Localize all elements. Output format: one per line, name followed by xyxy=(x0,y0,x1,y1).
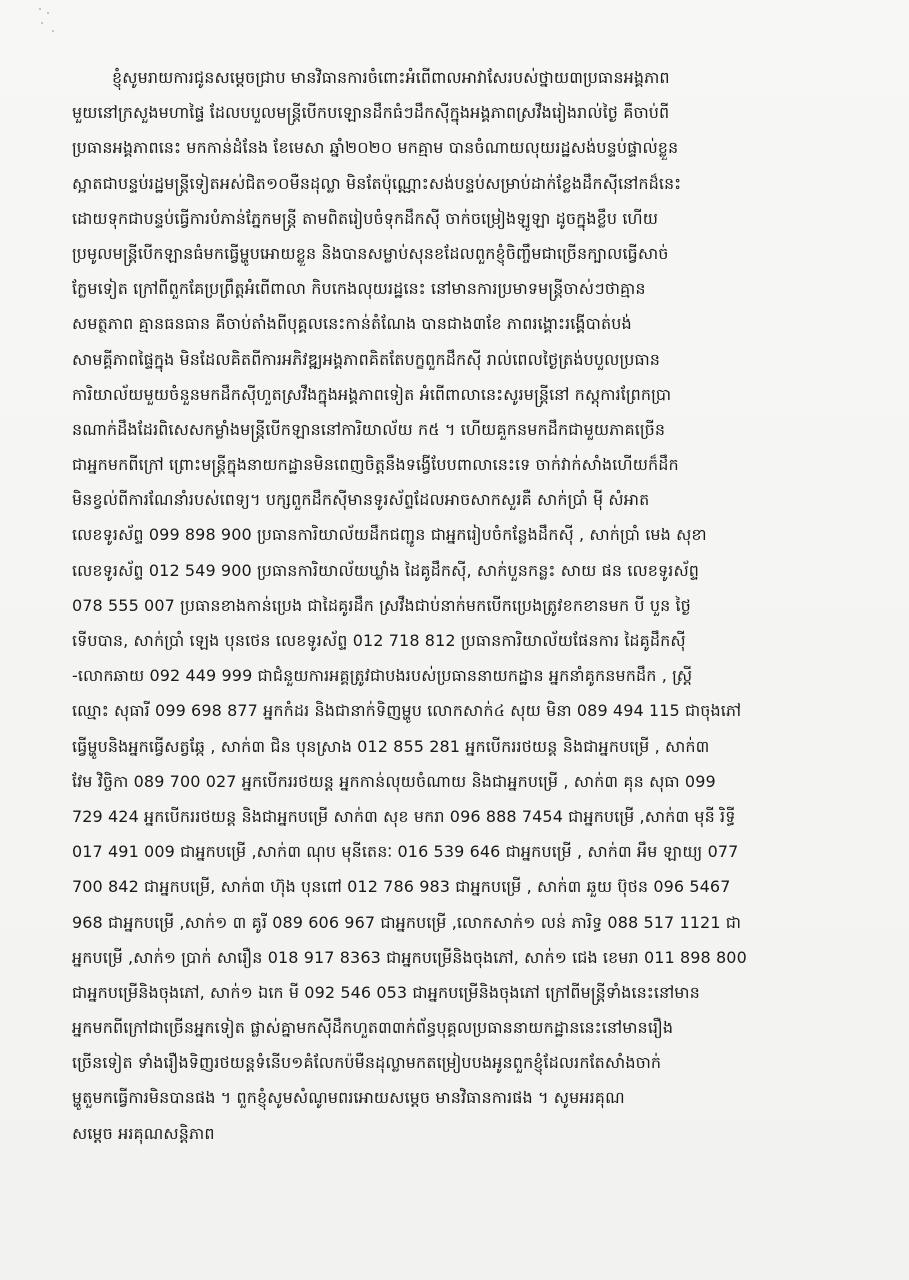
text-line: 968 ជាអ្នកបម្រើ ,សាក់១ ៣ គូរី 089 606 967 ជាអ្នកបម្រើ ,លោកសាក់១ លន់ ភារិទ្ធ 088 517 1121 ជា xyxy=(72,912,742,932)
text-line: សម្ដេច អរគុណសន្តិភាព xyxy=(72,1123,215,1143)
text-line: ជាអ្នកមកពីក្រៅ ព្រោះមន្ត្រីក្នុងនាយកដ្ឋានមិនពេញចិត្តនឹងទង្វើបែបពាលានេះទេ ចាក់វាក់សាំងហើយក៏ដឹក xyxy=(72,455,679,475)
text-line: ម្ហូតួមកធ្វើការមិនបានផង ។ ពួកខ្ញុំសូមសំណូមពរអោយសម្ដេច មានវិធានការផង ។ សូមអរគុណ xyxy=(72,1088,625,1108)
text-line: ប្រមូលមន្ត្រីបើកឡានធំមកធ្វើម្ហូបអោយខ្លួន និងបានសម្លាប់សុនខដែលពួកខ្ញុំចិញ្ចឹមជាច្រើនក្បាលធ្វើសាច់ xyxy=(72,243,669,263)
text-line: សាមគ្គីភាពផ្ទៃក្នុង មិនដែលគិតពីការអភិវឌ្ឍអង្គភាពគិតតែបក្ខពួកដឹកស៊ី រាល់ពេលថ្ងៃត្រង់បបួលប្រធាន xyxy=(72,349,661,369)
text-line: ធ្វើម្ហូបនិងអ្នកធ្វើសត្វឆ្កែ , សាក់៣ ជិន បុនស្រាង 012 855 281 អ្នកបើកររថយន្ត និងជាអ្នកបម្រើ , សាក់៣ xyxy=(72,736,710,756)
text-line: សមត្ថភាព គ្មានធនធាន គឺចាប់តាំងពីបុគ្គលនេះកាន់តំណែង បានជាង៣ខែ ភាពរង្គោះរង្គើបាត់បង់ xyxy=(72,314,632,334)
scan-speck xyxy=(41,22,43,24)
text-line: មួយនៅក្រសួងមហាផ្ទៃ ដែលបបួលមន្ត្រីបើកបឡោនដឹកធំៗដឹកស៊ីក្នុងអង្គភាពស្រវឹងរៀងរាល់ថ្ងៃ គឺចាប់ពី xyxy=(72,103,670,123)
text-line: ឈ្មោះ សុធារី 099 698 877 អ្នកកំដរ និងជានាក់ទិញម្ហូប លោកសាក់៤ សុយ មិនា 089 494 115 ជាចុងភៅ xyxy=(72,701,742,721)
text-line: អ្នកបម្រើ ,សាក់១ ប្រាក់ សារឿន 018 917 8363 ជាអ្នកបម្រើនិងចុងភៅ, សាក់១ ជេង ខេមរា 011 898 800 xyxy=(72,947,747,967)
text-line: អ្នកមកពីក្រៅជាច្រើនអ្នកទៀត ផ្លាស់គ្នាមកស៊ីដឹកហួត៣៣ក់ព័ន្ធបុគ្គលប្រធាននាយកដ្ឋាននេះនៅមានរឿង xyxy=(72,1018,674,1038)
letter-body xyxy=(72,60,862,1151)
scan-speck xyxy=(39,8,41,10)
text-line: លេខទូរស័ព្ទ 012 549 900 ប្រធានការិយាល័យឃ្លាំង ដៃគូដឹកស៊ី, សាក់បួនកន្លះ សាយ ផន លេខទូរស័ព្ទ xyxy=(72,560,700,580)
text-line: ច្រើនទៀត ទាំងរឿងទិញរថយន្តទំនើប១គំលែកប៉មឺនដុល្លាមកតម្រៀបបងអូនពួកខ្ញុំដែលរកតែសាំងចាក់ xyxy=(72,1053,662,1073)
text-line: -លោកឆាយ 092 449 999 ជាជំនួយការអគ្គត្រូវជាបងរបស់ប្រធាននាយកដ្ឋាន អ្នកនាំគូកនមកដឹក , ស្ត្រី xyxy=(72,666,693,686)
text-line: ដោយទុកជាបន្ទប់ធ្វើការបំភាន់ភ្នែកមន្ត្រី តាមពិតរៀបចំទុកដឹកស៊ី ចាក់ចម្រៀងឡូឡា ដូចក្នុងខ្លឹប ហើយ xyxy=(72,208,659,228)
text-line: ខ្ញុំសូមរាយការជូនសម្ដេចជ្រាប មានវិធានការចំពោះអំពើពាលអាវាសែរបស់ថ្នាយ៣ប្រធានអង្គភាព xyxy=(112,68,670,87)
text-line: នណាក់ដឹងដែរពិសេសកម្លាំងមន្ត្រីបើកឡាននៅការិយាល័យ ក៥ ។ ហើយគួកនមកដឹកជាមួយភាគច្រើន xyxy=(72,419,666,439)
text-line: ក្លែមទៀត ក្រៅពីពួកគែប្រព្រឹត្តអំពើពាលា កិបកេងលុយរដ្ឋនេះ នៅមានការប្រមាទមន្ត្រីចាស់ៗថាគ្មាន xyxy=(72,279,646,299)
text-line: ទើបបាន, សាក់ប្រាំ ឡេង បុនថេន លេខទូរស័ព្ទ 012 718 812 ប្រធានការិយាល័យផែនការ ដៃគូដឹកស៊ី xyxy=(72,631,686,650)
text-line: វែម វិច្ចិកា 089 700 027 អ្នកបើកររថយន្ត អ្នកកាន់លុយចំណាយ និងជាអ្នកបម្រើ , សាក់៣ គុន សុធា 099 xyxy=(72,771,716,791)
text-line: លេខទូរស័ព្ទ 099 898 900 ប្រធានការិយាល័យដឹកជញ្ជូន ជាអ្នករៀបចំកន្លែងដឹកស៊ី , សាក់ប្រាំ មេង សុខា xyxy=(72,525,707,545)
text-line: 700 842 ជាអ្នកបម្រើ, សាក់៣ ហ៊ុង បុនពៅ 012 786 983 ជាអ្នកបម្រើ , សាក់៣ ឆួយ ប៊ុថន 096 5467 xyxy=(72,877,731,897)
text-line: មិនខ្វល់ពីការណែនាំរបស់ពេទ្យ។ បក្សពួកដឹកស៊ីមានទូរស័ព្ទដែលអាចសាកសួរគឺ សាក់ប្រាំ ម៉ី សំអាត xyxy=(72,490,650,510)
text-line: ប្រធានអង្គភាពនេះ មកកាន់ដំនែង ខែមេសា ឆ្នាំ២០២០ មកគ្មាម បានចំណាយលុយរដ្ឋសង់បន្ទប់ផ្ទាល់ខ្លួន xyxy=(72,138,679,158)
scan-speck xyxy=(52,30,54,32)
text-line: 017 491 009 ជាអ្នកបម្រើ ,សាក់៣ ណុប មុនីតេនៈ 016 539 646 ជាអ្នកបម្រើ , សាក់៣ អឹម ឡាយ្យ 077 xyxy=(72,842,739,862)
text-line: 078 555 007 ប្រធានខាងកាន់ប្រេង ជាដៃគូរដឹក ស្រវឹងជាប់នាក់មកបើកប្រេងត្រូវខកខានមក បី បួន ថ្ងៃ xyxy=(72,595,691,615)
text-line: ស្អាតជាបន្ទប់រដ្ឋមន្ត្រីទៀតអស់ជិត១០មឺនដុល្លា មិនតែប៉ុណ្ណោះសង់បន្ទប់សម្រាប់ដាក់ខ្លែងដឹកស៊ីនៅកដ៏នេះ xyxy=(72,173,682,193)
text-line: ការិយាល័យមួយចំនួនមកដឹកស៊ីហួតស្រវឹងក្នុងអង្គភាពទៀត អំពើពាលានេះសូរមន្ត្រីនៅ កស្តុការព្រែកប្រា xyxy=(72,384,672,404)
scan-speck xyxy=(47,12,49,14)
text-line: 729 424 អ្នកបើកររថយន្ត និងជាអ្នកបម្រើ សាក់៣ សុខ មករា 096 888 7454 ជាអ្នកបម្រើ ,សាក់៣ មុនី រិទ្ធី xyxy=(72,806,736,826)
text-line: ជាអ្នកបម្រើនិងចុងភៅ, សាក់១ ឯកេ មី 092 546 053 ជាអ្នកបម្រើនិងចុងភៅ ក្រៅពីមន្ត្រីទាំងនេះនៅមាន xyxy=(72,982,700,1002)
